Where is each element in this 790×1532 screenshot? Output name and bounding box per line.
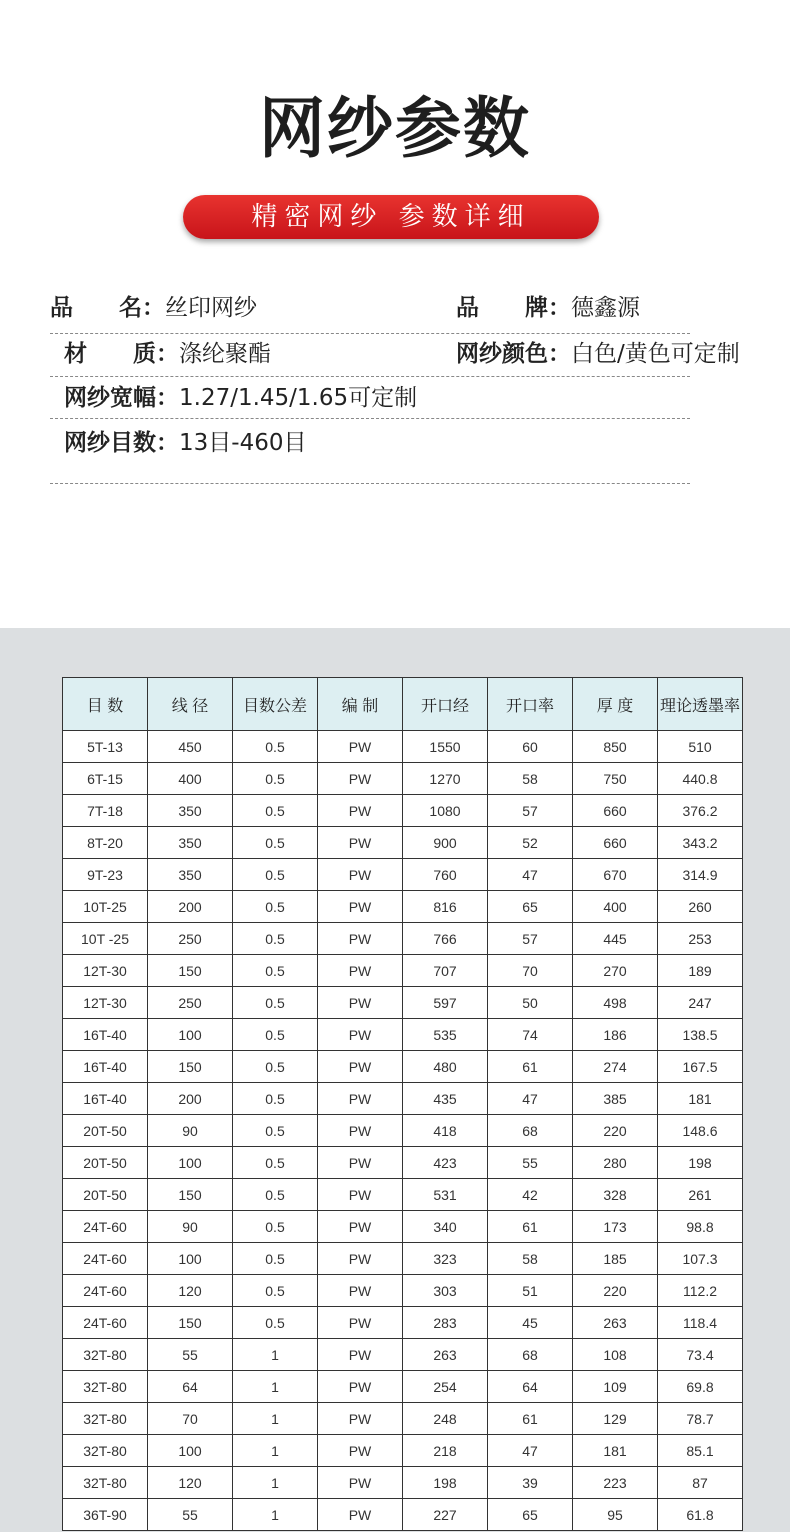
table-row (63, 1051, 743, 1083)
table-cell: 0.5 (233, 1051, 318, 1083)
table-cell: 200 (148, 1083, 233, 1115)
table-cell: 350 (148, 827, 233, 859)
table-cell: 90 (148, 1211, 233, 1243)
table-cell: PW (318, 1339, 403, 1371)
table-cell: 68 (488, 1339, 573, 1371)
table-cell: 95 (573, 1499, 658, 1531)
table-row (63, 763, 743, 795)
table-cell: 0.5 (233, 1019, 318, 1051)
table-cell: 16T-40 (63, 1051, 148, 1083)
table-cell: 98.8 (658, 1211, 743, 1243)
info-value: 涤纶聚酯 (179, 341, 271, 367)
table-cell: 900 (403, 827, 488, 859)
table-cell: 343.2 (658, 827, 743, 859)
table-row (63, 1147, 743, 1179)
table-row (63, 987, 743, 1019)
table-cell: 0.5 (233, 923, 318, 955)
table-cell: PW (318, 891, 403, 923)
info-value: 13目-460目 (179, 430, 307, 456)
table-cell: 185 (573, 1243, 658, 1275)
table-cell: 274 (573, 1051, 658, 1083)
table-cell: 138.5 (658, 1019, 743, 1051)
table-cell: 6T-15 (63, 763, 148, 795)
column-header: 目数公差 (233, 678, 318, 731)
divider (50, 483, 690, 484)
table-cell: 0.5 (233, 731, 318, 763)
banner-text: 精密网纱 参数详细 (251, 202, 531, 232)
table-cell: 0.5 (233, 859, 318, 891)
table-row (63, 891, 743, 923)
table-cell: 47 (488, 1435, 573, 1467)
table-cell: PW (318, 1019, 403, 1051)
table-cell: 400 (148, 763, 233, 795)
table-cell: 58 (488, 1243, 573, 1275)
table-row (63, 859, 743, 891)
table-body (63, 731, 743, 1531)
table-cell: 45 (488, 1307, 573, 1339)
table-cell: 254 (403, 1371, 488, 1403)
table-cell: 218 (403, 1435, 488, 1467)
table-cell: PW (318, 795, 403, 827)
table-row (63, 731, 743, 763)
table-cell: 435 (403, 1083, 488, 1115)
table-cell: 0.5 (233, 1147, 318, 1179)
table-cell: 20T-50 (63, 1147, 148, 1179)
table-cell: 660 (573, 795, 658, 827)
table-cell: 1270 (403, 763, 488, 795)
table-cell: 150 (148, 955, 233, 987)
table-cell: 10T -25 (63, 923, 148, 955)
table-cell: 531 (403, 1179, 488, 1211)
table-row (63, 1115, 743, 1147)
table-cell: 400 (573, 891, 658, 923)
table-cell: 200 (148, 891, 233, 923)
table-cell: 323 (403, 1243, 488, 1275)
column-header: 厚 度 (573, 678, 658, 731)
table-cell: 52 (488, 827, 573, 859)
table-cell: 0.5 (233, 1275, 318, 1307)
table-cell: 173 (573, 1211, 658, 1243)
table-cell: 1 (233, 1499, 318, 1531)
table-cell: 58 (488, 763, 573, 795)
table-row (63, 923, 743, 955)
table-cell: 253 (658, 923, 743, 955)
table-cell: 32T-80 (63, 1403, 148, 1435)
column-header: 目 数 (63, 678, 148, 731)
table-cell: 498 (573, 987, 658, 1019)
table-cell: 707 (403, 955, 488, 987)
table-cell: 50 (488, 987, 573, 1019)
table-row (63, 1083, 743, 1115)
table-cell: 1 (233, 1339, 318, 1371)
table-cell: 32T-80 (63, 1371, 148, 1403)
divider (50, 418, 690, 419)
table-cell: 1 (233, 1371, 318, 1403)
table-cell: 108 (573, 1339, 658, 1371)
info-value: 丝印网纱 (165, 295, 257, 321)
table-cell: 32T-80 (63, 1435, 148, 1467)
table-cell: 250 (148, 923, 233, 955)
table-cell: 100 (148, 1147, 233, 1179)
table-row (63, 1371, 743, 1403)
table-cell: PW (318, 1179, 403, 1211)
table-row (63, 827, 743, 859)
table-cell: 280 (573, 1147, 658, 1179)
table-cell: 0.5 (233, 1307, 318, 1339)
table-cell: PW (318, 859, 403, 891)
table-row (63, 1339, 743, 1371)
table-cell: 39 (488, 1467, 573, 1499)
table-cell: PW (318, 1307, 403, 1339)
info-value: 白色/黄色可定制 (571, 341, 740, 367)
info-label: 品 名： (50, 295, 165, 321)
table-cell: 660 (573, 827, 658, 859)
table-row (63, 1179, 743, 1211)
table-cell: 68 (488, 1115, 573, 1147)
table-cell: 55 (148, 1499, 233, 1531)
table-cell: 670 (573, 859, 658, 891)
table-cell: 87 (658, 1467, 743, 1499)
table-cell: 418 (403, 1115, 488, 1147)
table-cell: 61 (488, 1403, 573, 1435)
table-cell: 816 (403, 891, 488, 923)
info-brand (456, 285, 640, 331)
table-cell: 480 (403, 1051, 488, 1083)
table-cell: 250 (148, 987, 233, 1019)
table-cell: 7T-18 (63, 795, 148, 827)
table-cell: 9T-23 (63, 859, 148, 891)
table-cell: 198 (658, 1147, 743, 1179)
table-row (63, 1243, 743, 1275)
table-row (63, 1435, 743, 1467)
table-cell: 1080 (403, 795, 488, 827)
table-cell: 261 (658, 1179, 743, 1211)
table-cell: PW (318, 731, 403, 763)
column-header: 开口率 (488, 678, 573, 731)
info-color (456, 331, 740, 377)
table-cell: PW (318, 1051, 403, 1083)
table-cell: 100 (148, 1019, 233, 1051)
page-title: 网纱参数 (259, 90, 531, 167)
table-cell: 73.4 (658, 1339, 743, 1371)
table-cell: 32T-80 (63, 1467, 148, 1499)
table-cell: 120 (148, 1467, 233, 1499)
table-cell: 1 (233, 1403, 318, 1435)
table-cell: 303 (403, 1275, 488, 1307)
table-cell: 0.5 (233, 1211, 318, 1243)
table-cell: 129 (573, 1403, 658, 1435)
table-cell: 223 (573, 1467, 658, 1499)
table-cell: 597 (403, 987, 488, 1019)
table-cell: 263 (403, 1339, 488, 1371)
table-cell: 186 (573, 1019, 658, 1051)
table-cell: 64 (488, 1371, 573, 1403)
table-cell: 766 (403, 923, 488, 955)
table-cell: PW (318, 923, 403, 955)
table-cell: PW (318, 1211, 403, 1243)
table-cell: 16T-40 (63, 1019, 148, 1051)
table-cell: 5T-13 (63, 731, 148, 763)
table-cell: 198 (403, 1467, 488, 1499)
table-cell: PW (318, 987, 403, 1019)
info-label: 网纱颜色： (456, 341, 571, 367)
table-cell: PW (318, 1371, 403, 1403)
table-cell: 74 (488, 1019, 573, 1051)
table-cell: 57 (488, 923, 573, 955)
table-cell: 0.5 (233, 987, 318, 1019)
table-cell: 60 (488, 731, 573, 763)
table-cell: 61 (488, 1211, 573, 1243)
info-product-name (50, 285, 257, 331)
table-cell: 107.3 (658, 1243, 743, 1275)
table-cell: 65 (488, 1499, 573, 1531)
table-cell: PW (318, 827, 403, 859)
info-value: 德鑫源 (571, 295, 640, 321)
table-cell: 0.5 (233, 1083, 318, 1115)
table-cell: 0.5 (233, 891, 318, 923)
table-cell: 20T-50 (63, 1179, 148, 1211)
table-row (63, 1211, 743, 1243)
table-cell: PW (318, 1115, 403, 1147)
table-cell: PW (318, 1435, 403, 1467)
table-cell: 78.7 (658, 1403, 743, 1435)
info-label: 网纱宽幅： (64, 385, 179, 411)
table-row (63, 1403, 743, 1435)
table-cell: 55 (488, 1147, 573, 1179)
column-header: 开口经 (403, 678, 488, 731)
table-cell: 70 (148, 1403, 233, 1435)
table-cell: 181 (573, 1435, 658, 1467)
table-cell: 64 (148, 1371, 233, 1403)
table-cell: 118.4 (658, 1307, 743, 1339)
table-cell: 0.5 (233, 763, 318, 795)
table-cell: 12T-30 (63, 987, 148, 1019)
table-cell: 181 (658, 1083, 743, 1115)
table-row (63, 955, 743, 987)
table-cell: 65 (488, 891, 573, 923)
table-cell: 24T-60 (63, 1211, 148, 1243)
table-cell: 220 (573, 1275, 658, 1307)
table-cell: PW (318, 1467, 403, 1499)
table-cell: 55 (148, 1339, 233, 1371)
table-cell: 120 (148, 1275, 233, 1307)
table-cell: 760 (403, 859, 488, 891)
table-cell: 340 (403, 1211, 488, 1243)
table-cell: 167.5 (658, 1051, 743, 1083)
table-cell: 150 (148, 1307, 233, 1339)
table-cell: 69.8 (658, 1371, 743, 1403)
table-cell: 24T-60 (63, 1275, 148, 1307)
column-header: 编 制 (318, 678, 403, 731)
info-mesh (64, 420, 306, 466)
table-cell: 100 (148, 1435, 233, 1467)
table-cell: 57 (488, 795, 573, 827)
table-cell: PW (318, 1147, 403, 1179)
table-cell: 148.6 (658, 1115, 743, 1147)
table-cell: 0.5 (233, 1179, 318, 1211)
table-cell: PW (318, 763, 403, 795)
table-cell: 51 (488, 1275, 573, 1307)
table-cell: 42 (488, 1179, 573, 1211)
table-row (63, 795, 743, 827)
table-cell: 227 (403, 1499, 488, 1531)
table-cell: 47 (488, 1083, 573, 1115)
table-cell: 445 (573, 923, 658, 955)
table-cell: 283 (403, 1307, 488, 1339)
info-label: 品 牌： (456, 295, 571, 321)
table-cell: 24T-60 (63, 1243, 148, 1275)
table-cell: 328 (573, 1179, 658, 1211)
table-cell: 109 (573, 1371, 658, 1403)
table-cell: 16T-40 (63, 1083, 148, 1115)
table-row (63, 1019, 743, 1051)
table-cell: 350 (148, 795, 233, 827)
table-row (63, 1307, 743, 1339)
table-cell: 1 (233, 1435, 318, 1467)
info-label: 网纱目数： (64, 430, 179, 456)
table-cell: 0.5 (233, 955, 318, 987)
table-cell: 247 (658, 987, 743, 1019)
table-cell: 440.8 (658, 763, 743, 795)
table-cell: 385 (573, 1083, 658, 1115)
info-label: 材 质： (64, 341, 179, 367)
table-row (63, 1499, 743, 1531)
table-header-row (63, 678, 743, 731)
table-cell: 70 (488, 955, 573, 987)
table-cell: PW (318, 955, 403, 987)
column-header: 理论透墨率 (658, 678, 743, 731)
table-cell: 0.5 (233, 1115, 318, 1147)
table-cell: 150 (148, 1179, 233, 1211)
table-cell: 260 (658, 891, 743, 923)
table-cell: 376.2 (658, 795, 743, 827)
info-material (64, 331, 271, 377)
table-cell: 750 (573, 763, 658, 795)
section-banner (183, 195, 599, 239)
table-row (63, 1275, 743, 1307)
table-cell: 36T-90 (63, 1499, 148, 1531)
table-cell: 61.8 (658, 1499, 743, 1531)
table-cell: 248 (403, 1403, 488, 1435)
table-cell: 90 (148, 1115, 233, 1147)
info-value: 1.27/1.45/1.65可定制 (179, 385, 418, 411)
table-cell: 85.1 (658, 1435, 743, 1467)
table-cell: 150 (148, 1051, 233, 1083)
parameter-table (62, 677, 743, 1531)
table-cell: 350 (148, 859, 233, 891)
table-cell: 10T-25 (63, 891, 148, 923)
table-cell: 24T-60 (63, 1307, 148, 1339)
table-cell: 510 (658, 731, 743, 763)
table-cell: 47 (488, 859, 573, 891)
table-cell: PW (318, 1083, 403, 1115)
table-cell: 8T-20 (63, 827, 148, 859)
table-row (63, 1467, 743, 1499)
table-cell: 535 (403, 1019, 488, 1051)
table-cell: PW (318, 1243, 403, 1275)
table-cell: PW (318, 1499, 403, 1531)
table-cell: 1 (233, 1467, 318, 1499)
table-cell: 0.5 (233, 795, 318, 827)
table-cell: 450 (148, 731, 233, 763)
table-cell: 314.9 (658, 859, 743, 891)
table-cell: PW (318, 1403, 403, 1435)
table-cell: 100 (148, 1243, 233, 1275)
table-cell: 423 (403, 1147, 488, 1179)
table-cell: 12T-30 (63, 955, 148, 987)
table-cell: 189 (658, 955, 743, 987)
info-width (64, 375, 417, 421)
table-cell: PW (318, 1275, 403, 1307)
column-header: 线 径 (148, 678, 233, 731)
table-cell: 0.5 (233, 1243, 318, 1275)
table-cell: 220 (573, 1115, 658, 1147)
table-cell: 61 (488, 1051, 573, 1083)
table-cell: 850 (573, 731, 658, 763)
table-cell: 270 (573, 955, 658, 987)
table-cell: 20T-50 (63, 1115, 148, 1147)
table-cell: 0.5 (233, 827, 318, 859)
table-cell: 263 (573, 1307, 658, 1339)
table-cell: 1550 (403, 731, 488, 763)
table-cell: 112.2 (658, 1275, 743, 1307)
table-cell: 32T-80 (63, 1339, 148, 1371)
